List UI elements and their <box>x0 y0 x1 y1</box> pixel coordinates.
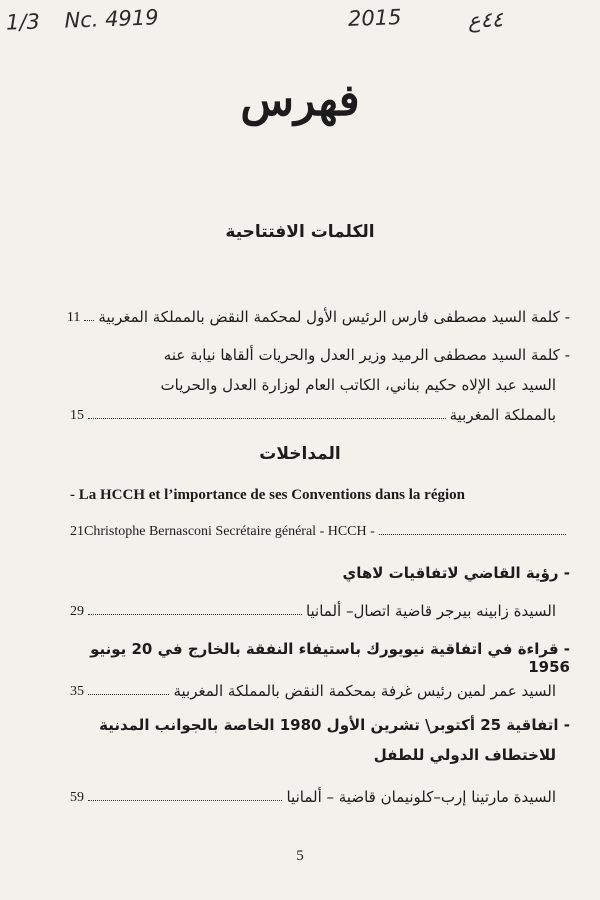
leader-dots <box>88 694 169 695</box>
toc-entry-2-page: 15 <box>70 408 84 423</box>
toc-entry-2-line-1: - كلمة السيد مصطفى الرميد وزير العدل والحريات ألقاها نيابة عنه <box>163 346 570 364</box>
toc-entry-3-page: 21 <box>70 524 84 539</box>
toc-entry-1-page: 11 <box>66 310 81 325</box>
toc-entry-3-heading: - La HCCH et l’importance de ses Conventions dans la région <box>70 487 465 503</box>
toc-entry-1 <box>66 304 570 326</box>
toc-entry-2-line-3 <box>70 402 570 424</box>
leader-dots <box>84 320 94 321</box>
handwritten-fraction: 1/3 <box>5 9 41 35</box>
handwritten-year: 2015 <box>347 5 402 31</box>
toc-entry-6-author: السيدة مارتينا إرب–كلونيمان قاضية – ألمانيا <box>286 788 556 806</box>
handwritten-number: Nc. 4919 <box>64 5 159 33</box>
toc-entry-4-heading: - رؤية القاضي لاتفاقيات لاهاي <box>342 564 570 582</box>
handwritten-reference <box>6 5 159 34</box>
toc-entry-2-text: بالمملكة المغربية <box>449 406 556 424</box>
toc-entry-5-heading: - قراءة في اتفاقية نيويورك باستيفاء النفقة بالخارج في 20 يونيو 1956 <box>90 640 570 676</box>
toc-entry-6-heading-line-1: - اتفاقية 25 أكتوبر\ تشرين الأول 1980 الخاصة بالجوانب المدنية <box>99 716 570 734</box>
section-heading-opening: الكلمات الافتتاحية <box>225 222 375 242</box>
leader-dots <box>88 418 446 419</box>
page-number: 5 <box>296 848 304 864</box>
page-title: فهرس <box>240 75 360 126</box>
toc-entry-4-page: 29 <box>70 604 84 619</box>
toc-entry-2-line-2: السيد عبد الإلاه حكيم بناني، الكاتب العام لوزارة العدل والحريات <box>160 376 556 394</box>
toc-entry-3-author: Christophe Bernasconi Secrétaire général - HCCH - <box>84 524 375 539</box>
leader-dots <box>88 800 282 801</box>
toc-entry-3-author-line <box>70 518 570 540</box>
section-heading-interventions: المداخلات <box>259 444 341 464</box>
toc-entry-4-author-line <box>70 598 570 620</box>
toc-entry-5-author-line <box>70 678 570 700</box>
toc-entry-6-heading-line-2: للاختطاف الدولي للطفل <box>373 746 556 764</box>
toc-entry-4-author: السيدة زابينه بيرجر قاضية اتصال– ألمانيا <box>305 602 556 620</box>
toc-entry-5-page: 35 <box>70 684 84 699</box>
handwritten-code: ٤٤ع <box>467 7 504 33</box>
toc-entry-6-page: 59 <box>70 790 84 805</box>
leader-dots <box>379 534 566 535</box>
toc-entry-6-author-line <box>70 784 570 806</box>
toc-entry-5-author: السيد عمر لمين رئيس غرفة بمحكمة النقض بالمملكة المغربية <box>173 682 556 700</box>
toc-entry-1-text: - كلمة السيد مصطفى فارس الرئيس الأول لمحكمة النقض بالمملكة المغربية <box>98 308 570 326</box>
leader-dots <box>88 614 302 615</box>
